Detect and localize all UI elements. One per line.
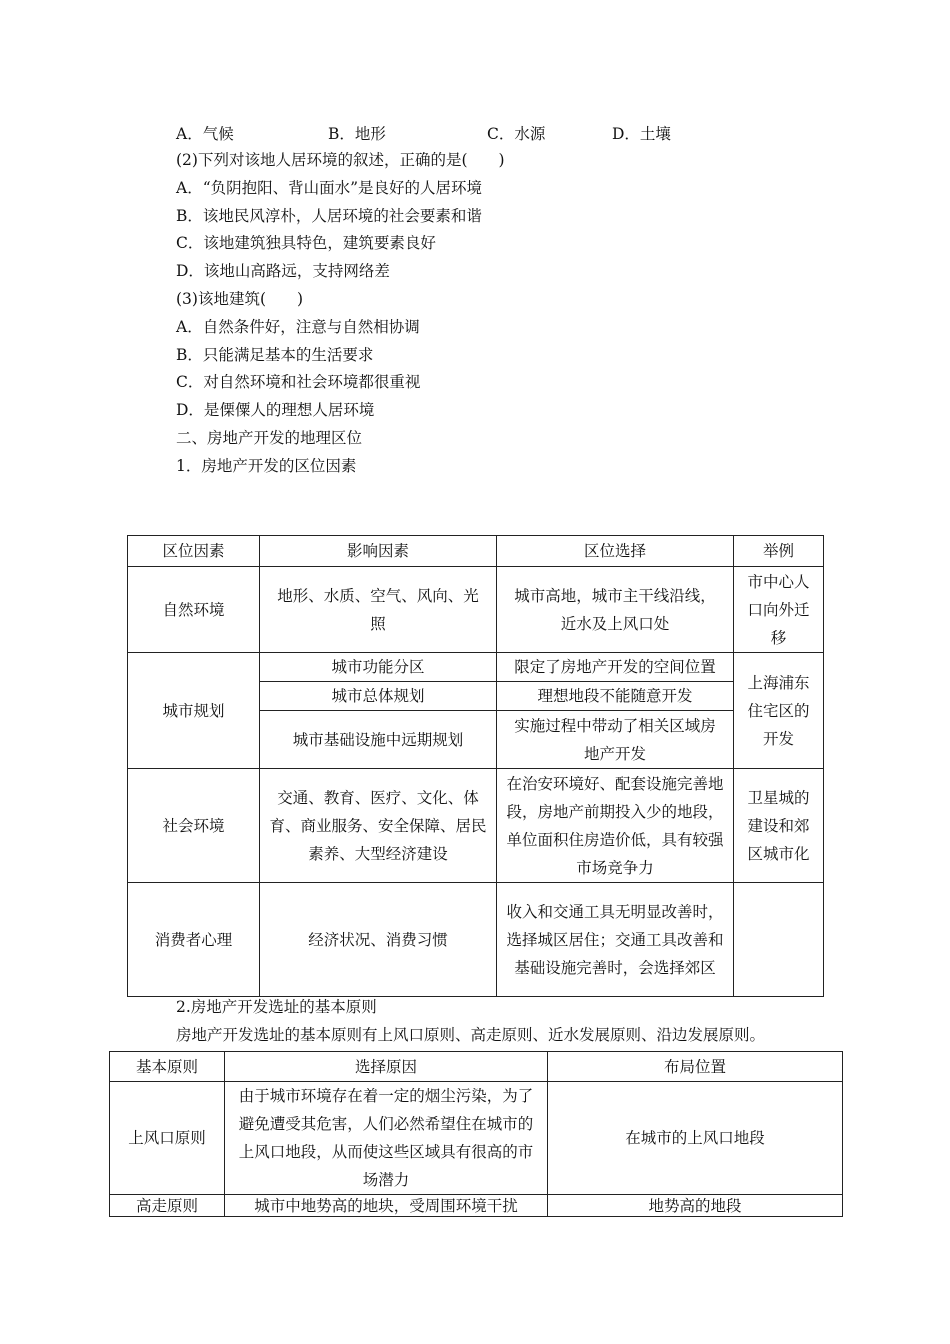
location-cell: 地势高的地段	[548, 1195, 843, 1217]
subsection-title-2: 2.房地产开发选址的基本原则	[176, 998, 377, 1016]
principle-cell: 高走原则	[110, 1195, 225, 1217]
q2-stem: (2)下列对该地人居环境的叙述，正确的是( )	[176, 151, 505, 169]
table-row	[128, 883, 824, 997]
q2-option-d: D．该地山高路远，支持网络差	[176, 262, 390, 280]
choice-cell: 理想地段不能随意开发	[497, 682, 734, 711]
q1-option-b: B．地形	[328, 125, 386, 143]
table-row	[110, 1195, 843, 1217]
header-cell: 影响因素	[260, 536, 497, 567]
choice-cell: 实施过程中带动了相关区域房地产开发	[497, 711, 734, 769]
influence-cell: 交通、教育、医疗、文化、体育、商业服务、安全保障、居民素养、大型经济建设	[260, 769, 497, 883]
q3-option-b: B．只能满足基本的生活要求	[176, 346, 374, 364]
q3-option-d: D．是傈僳人的理想人居环境	[176, 401, 375, 419]
q3-stem: (3)该地建筑( )	[176, 290, 304, 308]
principle-cell: 上风口原则	[110, 1082, 225, 1195]
q3-option-a: A．自然条件好，注意与自然相协调	[176, 318, 420, 336]
q1-option-a: A．气候	[176, 125, 234, 143]
table-row	[128, 653, 824, 682]
site-principles-table	[109, 1051, 843, 1217]
section-title: 二、房地产开发的地理区位	[176, 429, 363, 447]
choice-cell: 城市高地，城市主干线沿线，近水及上风口处	[497, 567, 734, 653]
header-cell: 布局位置	[548, 1052, 843, 1082]
choice-cell: 在治安环境好、配套设施完善地段，房地产前期投入少的地段，单位面积住房造价低，具有较强市场竞争力	[497, 769, 734, 883]
header-cell: 区位选择	[497, 536, 734, 567]
choice-cell: 限定了房地产开发的空间位置	[497, 653, 734, 682]
table-header-row	[110, 1052, 843, 1082]
factor-cell: 社会环境	[128, 769, 260, 883]
location-factors-table	[127, 535, 824, 997]
q1-option-c: C．水源	[487, 125, 546, 143]
subsection-title-1: 1．房地产开发的区位因素	[176, 457, 357, 475]
header-cell: 举例	[734, 536, 824, 567]
header-cell: 选择原因	[225, 1052, 548, 1082]
q2-option-b: B．该地民风淳朴，人居环境的社会要素和谐	[176, 207, 482, 225]
example-cell: 卫星城的建设和郊区城市化	[734, 769, 824, 883]
choice-cell: 收入和交通工具无明显改善时，选择城区居住；交通工具改善和基础设施完善时，会选择郊区	[497, 883, 734, 997]
principles-intro: 房地产开发选址的基本原则有上风口原则、高走原则、近水发展原则、沿边发展原则。	[176, 1026, 766, 1044]
q3-option-c: C．对自然环境和社会环境都很重视	[176, 373, 421, 391]
influence-cell: 城市功能分区	[260, 653, 497, 682]
reason-cell: 由于城市环境存在着一定的烟尘污染，为了避免遭受其危害，人们必然希望住在城市的上风口地段，从而使这些区域具有很高的市场潜力	[225, 1082, 548, 1195]
influence-cell: 城市总体规划	[260, 682, 497, 711]
table-row	[128, 567, 824, 653]
factor-cell: 城市规划	[128, 653, 260, 769]
q1-option-d: D．土壤	[612, 125, 671, 143]
location-cell: 在城市的上风口地段	[548, 1082, 843, 1195]
example-cell: 市中心人口向外迁移	[734, 567, 824, 653]
table-row	[128, 769, 824, 883]
factor-cell: 消费者心理	[128, 883, 260, 997]
factor-cell: 自然环境	[128, 567, 260, 653]
reason-cell: 城市中地势高的地块，受周围环境干扰	[225, 1195, 548, 1217]
header-cell: 区位因素	[128, 536, 260, 567]
influence-cell: 城市基础设施中远期规划	[260, 711, 497, 769]
influence-cell: 地形、水质、空气、风向、光照	[260, 567, 497, 653]
example-cell	[734, 883, 824, 997]
table-header-row	[128, 536, 824, 567]
q2-option-c: C．该地建筑独具特色，建筑要素良好	[176, 234, 436, 252]
influence-cell: 经济状况、消费习惯	[260, 883, 497, 997]
header-cell: 基本原则	[110, 1052, 225, 1082]
q2-option-a: A．“负阴抱阳、背山面水”是良好的人居环境	[176, 179, 483, 197]
table-row	[110, 1082, 843, 1195]
example-cell: 上海浦东住宅区的开发	[734, 653, 824, 769]
